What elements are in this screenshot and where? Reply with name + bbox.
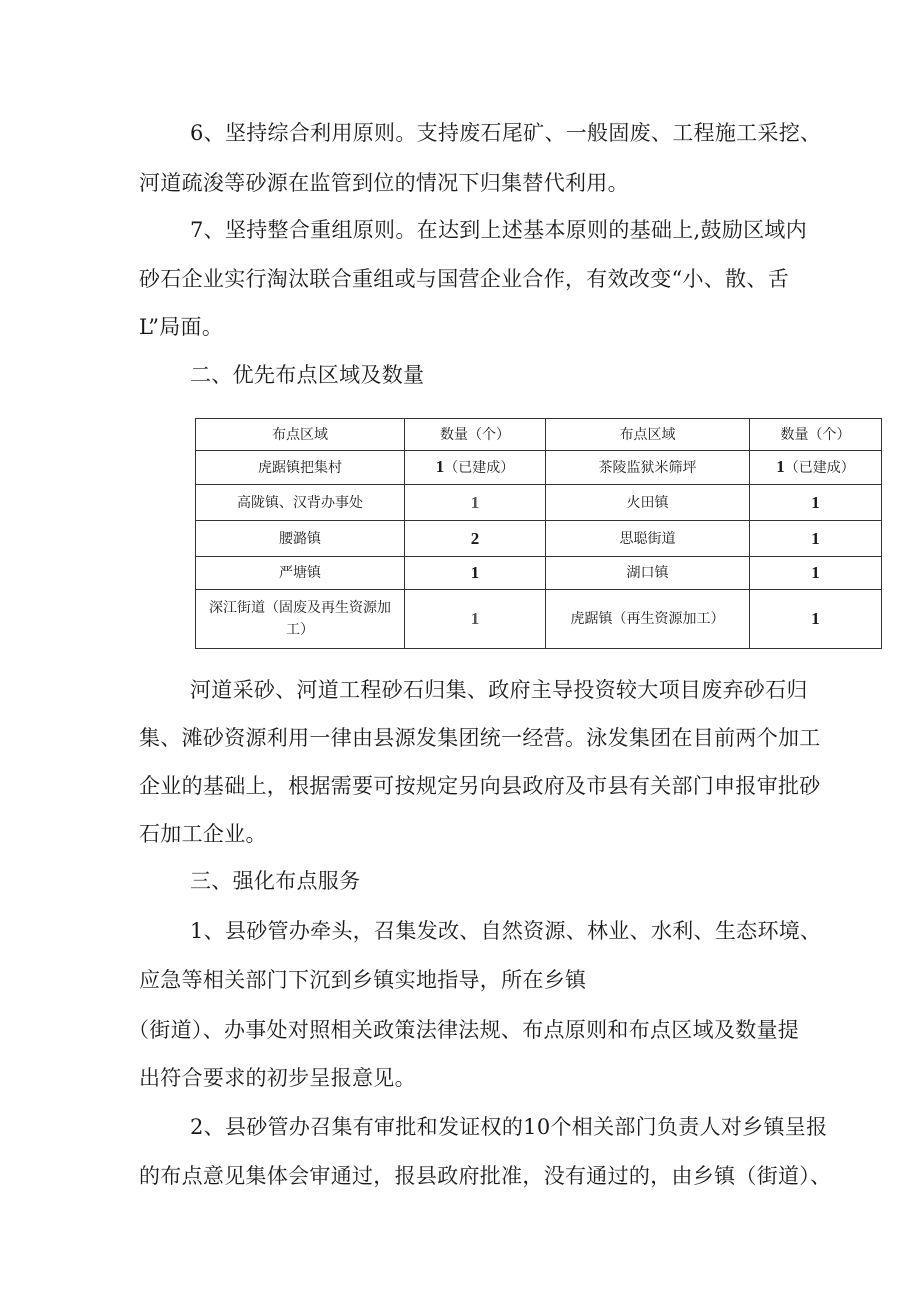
area-cell: 火田镇 bbox=[546, 485, 750, 521]
count-cell: 1 bbox=[405, 485, 546, 521]
table-header-cell: 布点区域 bbox=[196, 419, 405, 451]
table-row bbox=[196, 557, 882, 590]
para-river-line-2: 集、滩砂资源利用一律由县源发集团统一经营。泳发集团在目前两个加工 bbox=[139, 726, 821, 750]
area-cell: 虎踞镇（再生资源加工） bbox=[546, 590, 750, 649]
count-cell: 1 bbox=[750, 521, 882, 557]
table-header-cell: 数量（个） bbox=[405, 419, 546, 451]
principle-7-line-3: L”局面。 bbox=[139, 315, 224, 339]
table-header-row bbox=[196, 419, 882, 451]
service-1-line-2: 应急等相关部门下沉到乡镇实地指导，所在乡镇 bbox=[139, 968, 587, 992]
area-cell: 茶陵监狱米筛坪 bbox=[546, 451, 750, 485]
para-river-line-3: 企业的基础上，根据需要可按规定另向县政府及市县有关部门申报审批砂 bbox=[139, 774, 821, 798]
principle-6-line-1: 6、坚持综合利用原则。支持废石尾矿、一般固废、工程施工采挖、 bbox=[190, 121, 822, 145]
count-value: 1 bbox=[776, 457, 785, 476]
area-cell: 虎踞镇把集村 bbox=[196, 451, 405, 485]
table-row bbox=[196, 521, 882, 557]
principle-7-line-1: 7、坚持整合重组原则。在达到上述基本原则的基础上,鼓励区域内 bbox=[190, 218, 808, 242]
table-row bbox=[196, 590, 882, 649]
table-header-cell: 布点区域 bbox=[546, 419, 750, 451]
area-cell: 思聪街道 bbox=[546, 521, 750, 557]
table-row bbox=[196, 485, 882, 521]
service-2-line-2: 的布点意见集体会审通过，报县政府批准，没有通过的，由乡镇（街道）、 bbox=[139, 1164, 832, 1188]
table-row bbox=[196, 451, 882, 485]
service-1-line-1: 1、县砂管办牵头，召集发改、自然资源、林业、水利、生态环境、 bbox=[190, 919, 822, 943]
area-cell: 湖口镇 bbox=[546, 557, 750, 590]
service-1-line-4: 出符合要求的初步呈报意见。 bbox=[139, 1066, 416, 1090]
section-3-heading: 三、强化布点服务 bbox=[190, 869, 361, 893]
site-table bbox=[195, 418, 882, 649]
count-note: （已建成） bbox=[444, 460, 515, 476]
area-cell: 腰潞镇 bbox=[196, 521, 405, 557]
area-cell: 高陇镇、汉背办事处 bbox=[196, 485, 405, 521]
table-header-cell: 数量（个） bbox=[750, 419, 882, 451]
area-cell: 深江街道（固废及再生资源加工） bbox=[196, 590, 405, 649]
count-note: （已建成） bbox=[784, 460, 855, 476]
section-2-heading: 二、优先布点区域及数量 bbox=[190, 363, 425, 387]
principle-7-line-2: 砂石企业实行淘汰联合重组或与国营企业合作，有效改变“小、散、舌 bbox=[139, 267, 790, 291]
area-cell: 严塘镇 bbox=[196, 557, 405, 590]
count-cell: 1 bbox=[750, 557, 882, 590]
count-value: 1 bbox=[435, 457, 445, 476]
principle-6-line-2: 河道疏浚等砂源在监管到位的情况下归集替代利用。 bbox=[139, 171, 629, 195]
count-cell: 1 bbox=[405, 557, 546, 590]
para-river-line-1: 河道采砂、河道工程砂石归集、政府主导投资较大项目废弃砂石归 bbox=[190, 678, 808, 702]
service-2-line-1: 2、县砂管办召集有审批和发证权的10个相关部门负责人对乡镇呈报 bbox=[190, 1115, 828, 1139]
count-cell: 1 bbox=[405, 590, 546, 649]
count-cell: 2 bbox=[405, 521, 546, 557]
count-cell bbox=[750, 451, 882, 485]
count-cell: 1 bbox=[750, 485, 882, 521]
count-cell bbox=[405, 451, 546, 485]
para-river-line-4: 石加工企业。 bbox=[139, 822, 267, 846]
count-cell: 1 bbox=[750, 590, 882, 649]
service-1-line-3: （街道）、办事处对照相关政策法律法规、布点原则和布点区域及数量提 bbox=[128, 1018, 800, 1042]
